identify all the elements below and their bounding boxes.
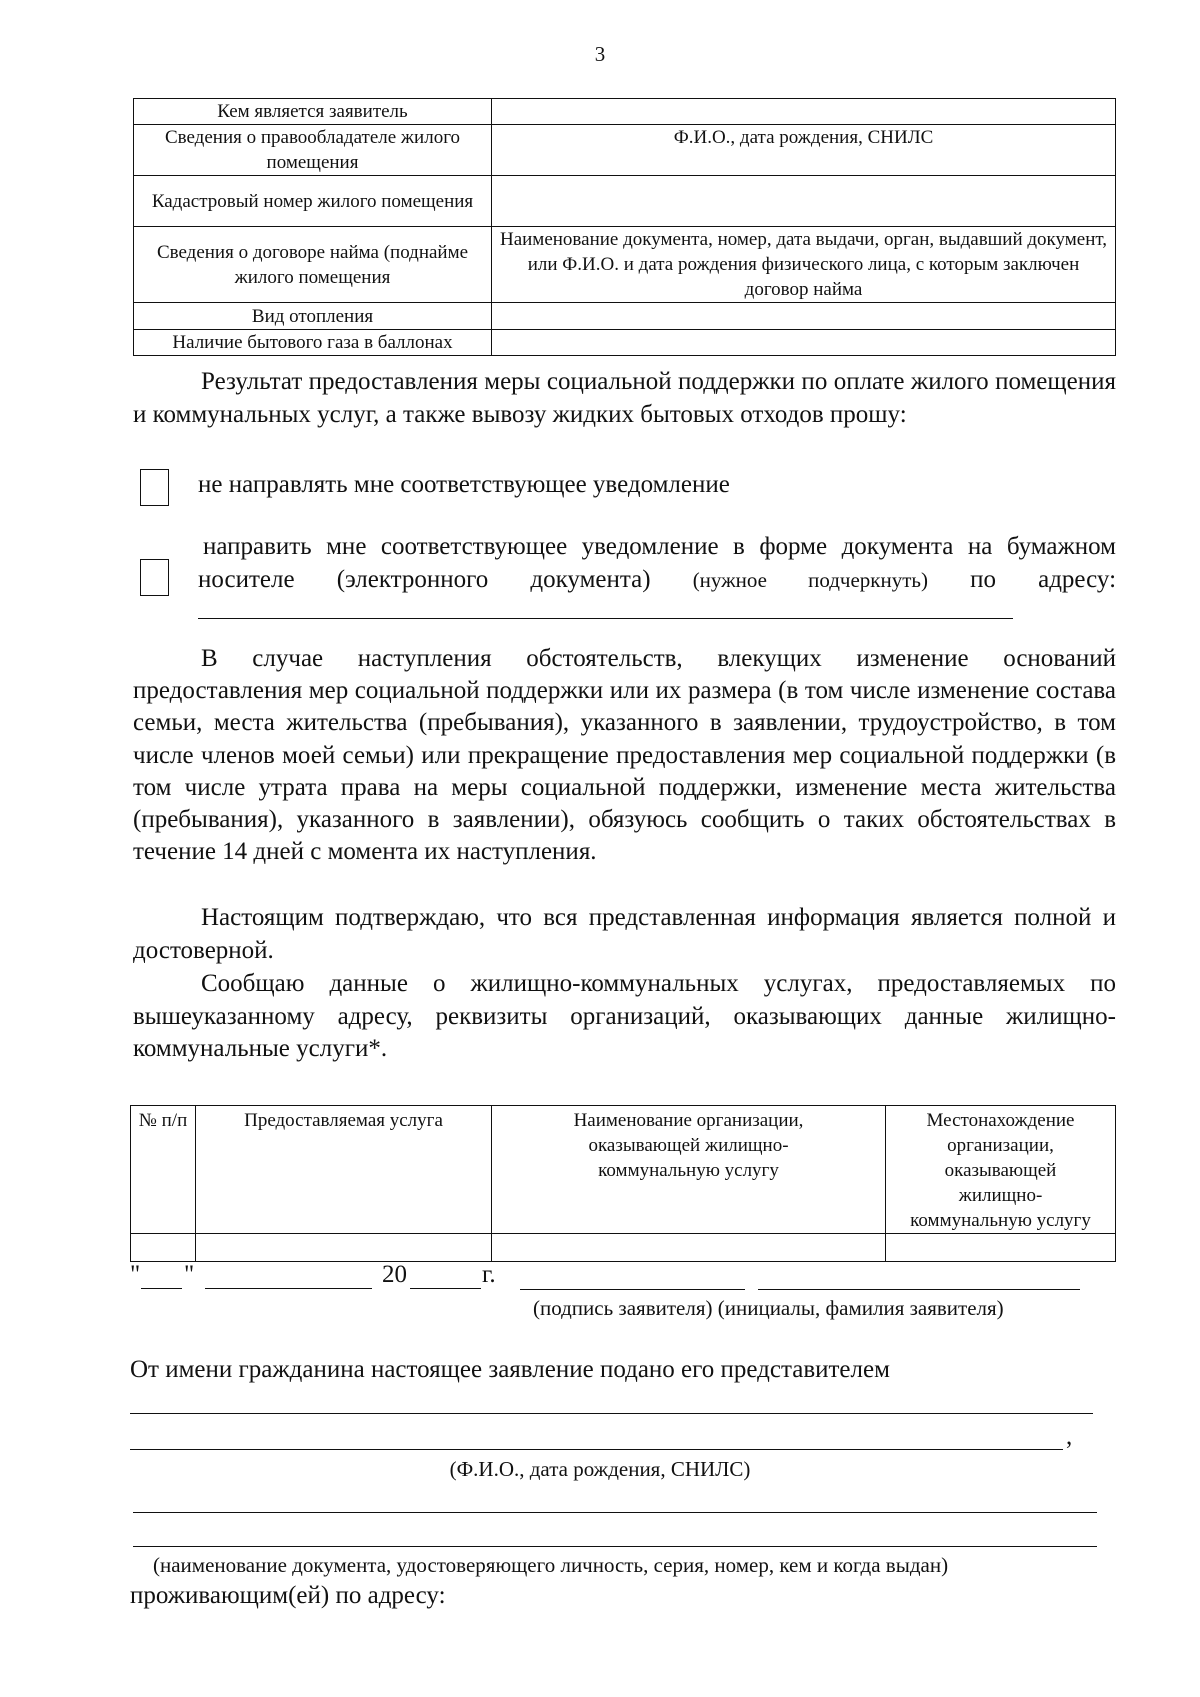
option-send-text: направить мне соответствующее уведомление в форме документа на бумажном носителе (электронного документа) [198, 533, 1116, 593]
col-header-service: Предоставляемая услуга [196, 1106, 492, 1234]
representative-title: От имени гражданина настоящее заявление подано его представителем [130, 1356, 890, 1383]
row-label: Кем является заявитель [134, 99, 492, 125]
representative-blank-line-2[interactable] [130, 1449, 1063, 1450]
table-row [134, 176, 1116, 227]
confirm-paragraph: Настоящим подтверждаю, что вся представленная информация является полной и достоверной. [133, 904, 1116, 964]
table-header-row [131, 1106, 1116, 1234]
services-table [130, 1105, 1116, 1262]
page-number: 3 [594, 42, 606, 66]
representative-blank-line-1[interactable] [130, 1413, 1093, 1414]
signature-caption: (подпись заявителя) (инициалы, фамилия заявителя) [533, 1296, 1004, 1320]
col-header-location: Местонахождение организации, оказывающей жилищно-коммунальную услугу [886, 1106, 1116, 1234]
table-cell[interactable] [492, 1234, 886, 1262]
table-row [131, 1234, 1116, 1262]
applicant-info-table [133, 98, 1116, 356]
table-cell[interactable] [131, 1234, 196, 1262]
table-cell[interactable] [196, 1234, 492, 1262]
option-send-address-label: по адресу: [970, 565, 1117, 593]
table-row [134, 227, 1116, 303]
row-value: Наименование документа, номер, дата выдачи, орган, выдавший документ, или Ф.И.О. и дата рождения физического лица, с которым заключен договор найма [492, 227, 1116, 303]
row-value [492, 303, 1116, 330]
date-year-blank[interactable] [410, 1288, 481, 1289]
table-cell[interactable] [886, 1234, 1116, 1262]
row-value [492, 176, 1116, 227]
col-header-organization: Наименование организации, оказывающей жилищно-коммунальную услугу [492, 1106, 886, 1234]
row-label: Вид отопления [134, 303, 492, 330]
representative-fio-caption: (Ф.И.О., дата рождения, СНИЛС) [449, 1457, 751, 1481]
identity-doc-blank-line-1[interactable] [133, 1512, 1097, 1513]
date-year-prefix: 20 [382, 1261, 407, 1288]
row-label: Сведения о договоре найма (поднайме жилого помещения [134, 227, 492, 303]
applicant-name-blank[interactable] [758, 1289, 1080, 1290]
row-label: Наличие бытового газа в баллонах [134, 330, 492, 356]
address-blank-line[interactable] [198, 618, 1013, 619]
row-value [492, 99, 1116, 125]
row-value [492, 330, 1116, 356]
table-row [134, 125, 1116, 176]
row-label: Кадастровый номер жилого помещения [134, 176, 492, 227]
circumstances-paragraph: В случае наступления обстоятельств, влекущих изменение оснований предоставления мер социальной поддержки или их размера (в том числе изменение состава семьи, места жительства (пребывания), указанного в заявлении, трудоустройство, в том числе членов моей семьи) или прекращение предоставления мер социальной поддержки (в том числе утрата права на меры социальной поддержки, изменение места жительства (пребывания), указанного в заявлении), обязуюсь сообщить о таких обстоятельствах в течение 14 дней с момента их наступления. [133, 645, 1116, 866]
option-no-notification-label: не направлять мне соответствующее уведомление [198, 471, 730, 498]
option-send-note: (нужное подчеркнуть) [692, 567, 928, 592]
representative-comma: , [1066, 1423, 1073, 1450]
option-send-notification-label [198, 531, 1116, 629]
row-value: Ф.И.О., дата рождения, СНИЛС [492, 125, 1116, 176]
identity-doc-caption: (наименование документа, удостоверяющего личность, серия, номер, кем и когда выдан) [153, 1553, 949, 1577]
table-row [134, 99, 1116, 125]
checkbox-send-notification[interactable] [140, 559, 169, 596]
date-close-quote: " [184, 1261, 195, 1288]
residing-label: проживающим(ей) по адресу: [130, 1582, 446, 1609]
checkbox-no-notification[interactable] [140, 469, 169, 506]
signature-blank[interactable] [520, 1289, 745, 1290]
date-open-quote: " [130, 1261, 141, 1288]
identity-doc-blank-line-2[interactable] [133, 1546, 1097, 1547]
result-paragraph: Результат предоставления меры социальной поддержки по оплате жилого помещения и коммунальных услуг, а также вывозу жидких бытовых отходов прошу: [133, 368, 1116, 428]
table-row [134, 330, 1116, 356]
col-header-number: № п/п [131, 1106, 196, 1234]
row-label: Сведения о правообладателе жилого помещения [134, 125, 492, 176]
services-paragraph: Сообщаю данные о жилищно-коммунальных услугах, предоставляемых по вышеуказанному адресу, реквизиты организаций, оказывающих данные жилищно-коммунальные услуги*. [133, 970, 1116, 1062]
table-row [134, 303, 1116, 330]
date-day-blank[interactable] [141, 1288, 182, 1289]
date-year-suffix: г. [482, 1261, 496, 1288]
date-month-blank[interactable] [205, 1288, 372, 1289]
